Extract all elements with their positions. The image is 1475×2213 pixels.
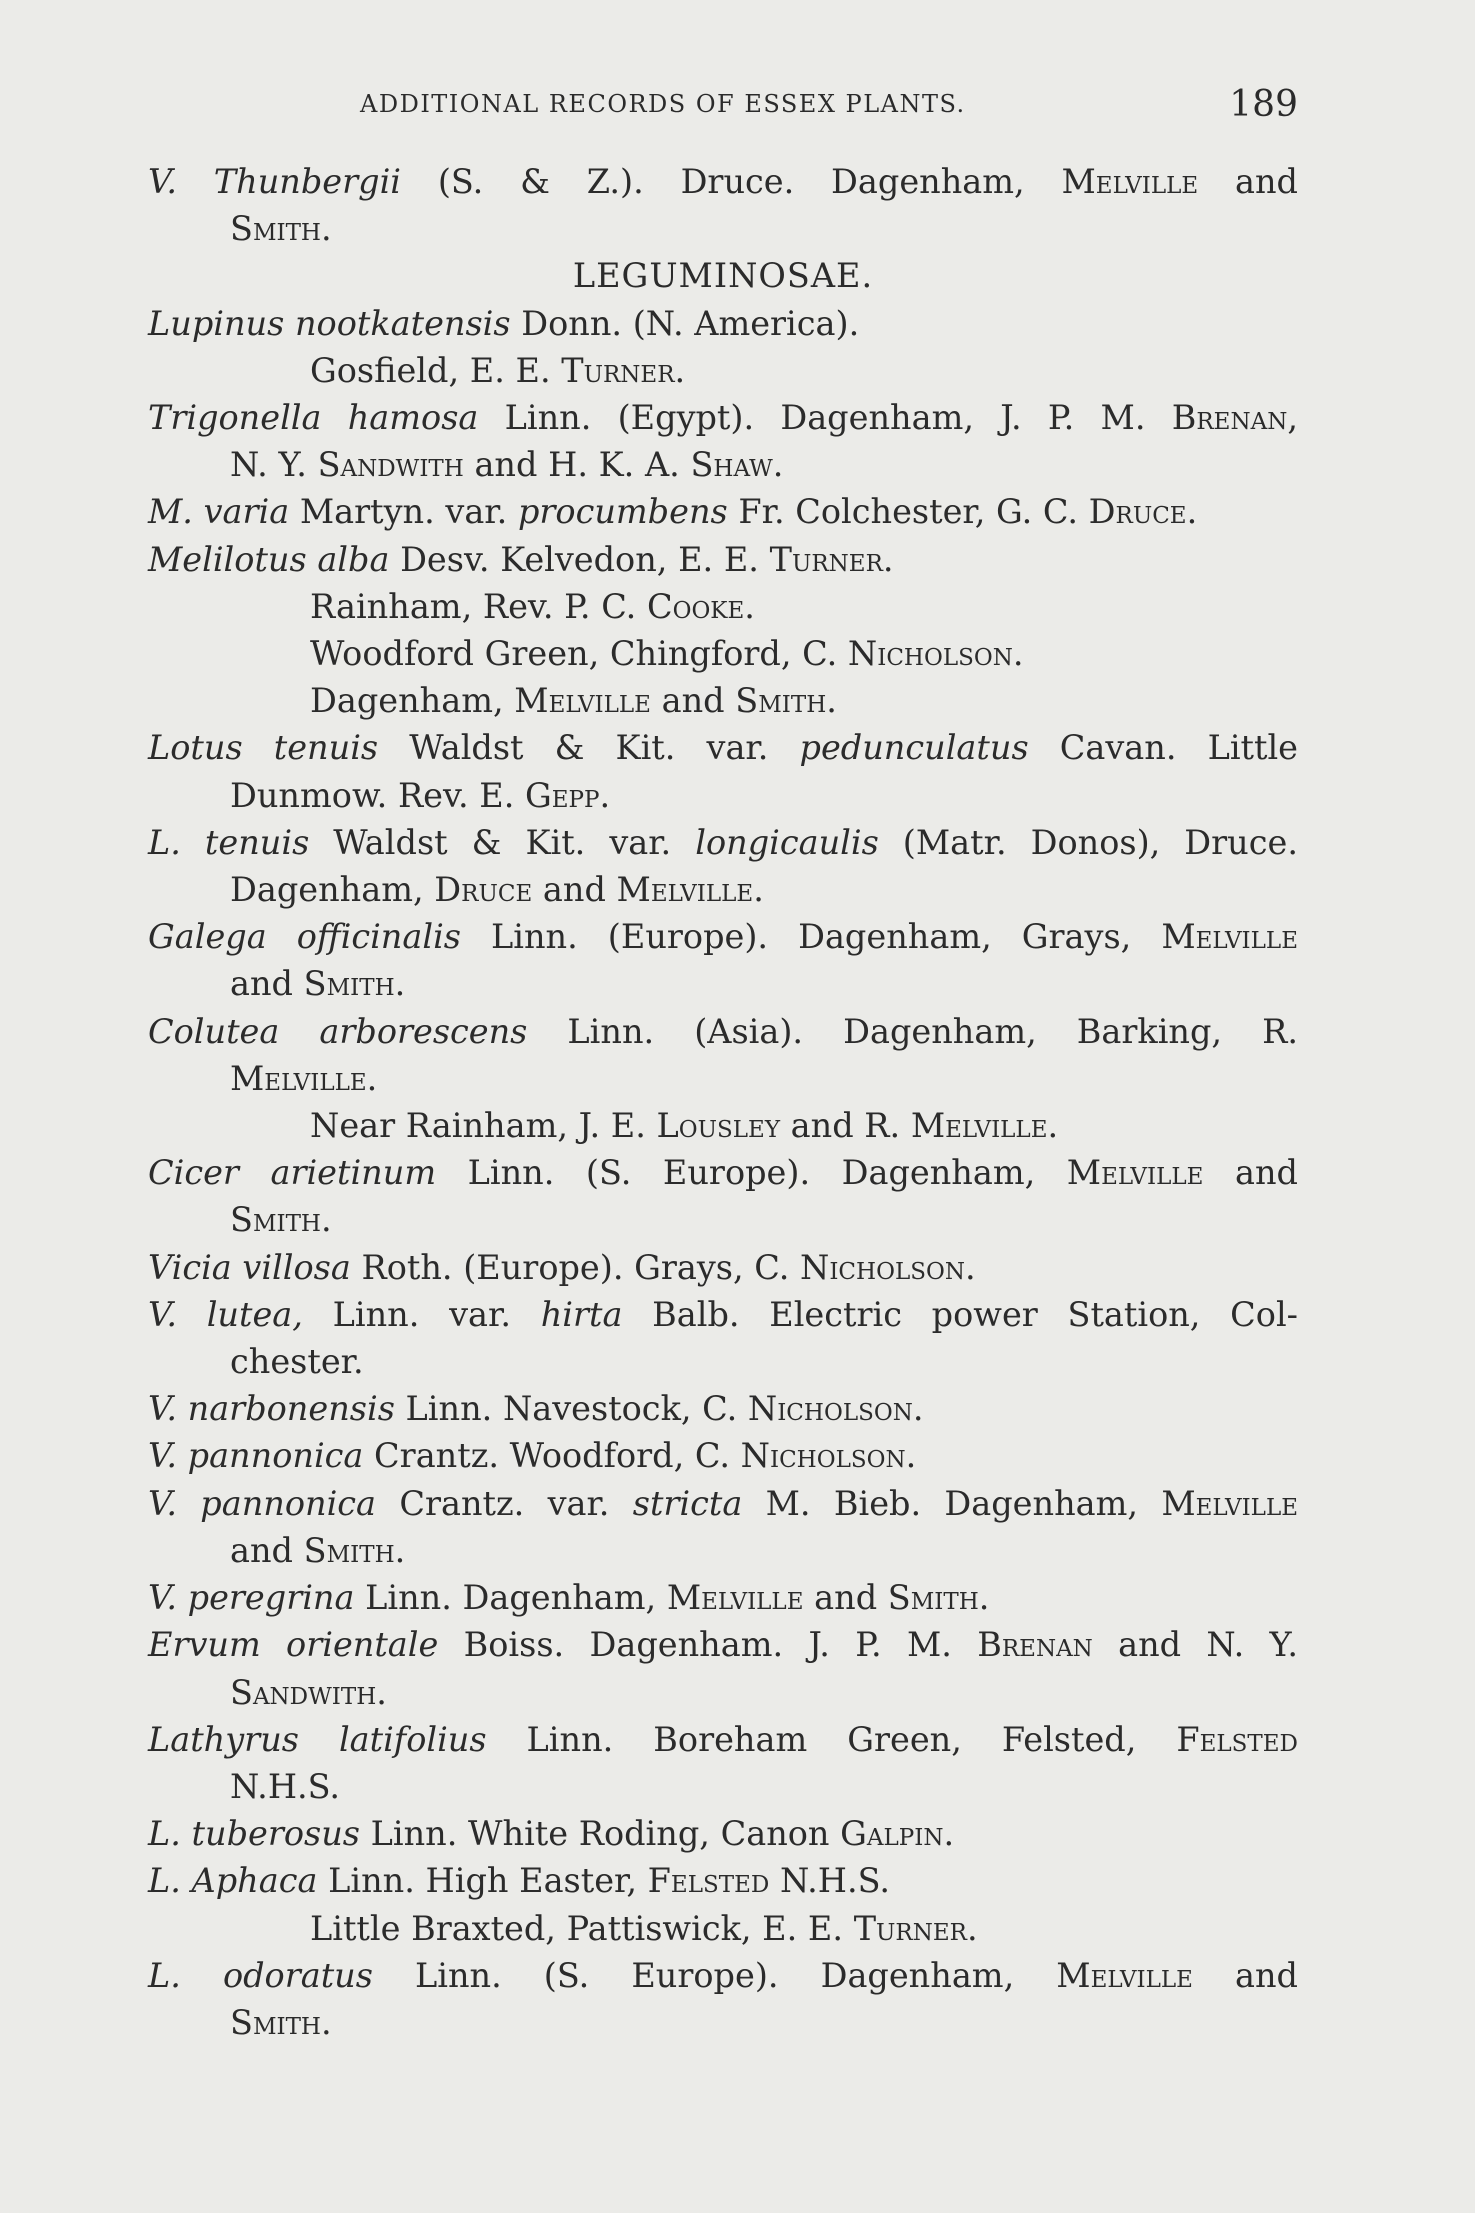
collector-name: Felsted [647, 1861, 770, 1901]
text-line [148, 536, 1298, 583]
record-text: and N. Y. [1092, 1625, 1299, 1665]
text-line [148, 1810, 1298, 1857]
text-line [148, 583, 1298, 630]
record-text: . [320, 209, 332, 249]
collector-name: Gepp [525, 775, 600, 815]
collector-name: Nicholson [747, 1389, 913, 1429]
record-text: and [230, 1530, 304, 1570]
collector-name: Smith [230, 2002, 321, 2042]
text-line [148, 819, 1298, 866]
family-heading [148, 252, 1298, 299]
record-text: Martyn. var. [289, 492, 518, 532]
record-text: Boiss. Dagenham. J. P. M. [438, 1625, 978, 1665]
taxon-name: Galega officinalis [148, 917, 461, 957]
text-line [148, 300, 1298, 347]
text-line [148, 1574, 1298, 1621]
text-line [148, 1621, 1298, 1668]
collector-name: Turner [561, 350, 675, 390]
collector-name: Sandwith [317, 445, 464, 485]
collector-name: Smith [735, 681, 827, 721]
taxon-name: V. narbonensis [148, 1389, 395, 1429]
record-text: Roth. (Europe). Grays, C. [350, 1247, 801, 1287]
text-line [148, 1763, 1298, 1810]
text-line [148, 724, 1298, 771]
collector-name: Melville [230, 1058, 367, 1098]
taxon-name: stricta [632, 1483, 743, 1523]
record-text: Linn. Navestock, C. [394, 1389, 748, 1429]
record-text: . [744, 586, 755, 626]
record-text: and [1203, 1153, 1298, 1193]
taxon-name: V. pannonica [148, 1436, 364, 1476]
record-text: Balb. Electric power Station, Col- [622, 1294, 1299, 1334]
collector-name: Shaw [690, 445, 773, 485]
collector-name: Melville [514, 681, 651, 721]
taxon-name: L. odoratus [148, 1955, 373, 1995]
record-text: Linn. (Egypt). Dagenham, J. P. M. [478, 398, 1172, 438]
collector-name: Melville [1161, 917, 1298, 957]
text-line [148, 1149, 1298, 1196]
record-text: Linn. High Easter, [317, 1861, 648, 1901]
collector-name: Nicholson [847, 634, 1013, 674]
taxon-name: Trigonella hamosa [148, 398, 479, 438]
record-text: . [943, 1814, 955, 1854]
text-line [148, 394, 1298, 441]
record-text: and [532, 870, 617, 910]
record-text: (S. & Z.). Druce. Dagenham, [401, 162, 1062, 201]
record-text: . [772, 445, 784, 485]
text-line [148, 1905, 1298, 1952]
text-line [148, 913, 1298, 960]
text-line [148, 1338, 1298, 1385]
collector-name: Melville [616, 870, 754, 910]
page-number: 189 [1229, 84, 1298, 125]
record-text: . [905, 1436, 917, 1476]
record-text: Dunmow. Rev. E. [230, 775, 525, 815]
record-text: Dagenham, [310, 681, 515, 721]
record-text: Near Rainham, J. E. [310, 1106, 657, 1146]
text-line [148, 1102, 1298, 1149]
text-line [148, 677, 1298, 724]
running-title: ADDITIONAL RECORDS OF ESSEX PLANTS. [360, 90, 966, 118]
record-text: Linn. Boreham Green, Felsted, [486, 1719, 1177, 1759]
collector-name: Turner [853, 1908, 967, 1948]
record-text: Rainham, Rev. P. C. [310, 586, 647, 626]
record-text: . [320, 2002, 332, 2042]
record-text: . [674, 350, 686, 390]
record-text: Linn. Dagenham, [354, 1578, 667, 1618]
record-text: N. Y. [230, 445, 318, 485]
collector-name: Melville [910, 1106, 1048, 1146]
record-text: . [599, 775, 611, 815]
record-text: . [826, 681, 837, 721]
taxon-name: Ervum orientale [148, 1625, 439, 1665]
record-text: . [753, 870, 764, 910]
taxon-name: V. peregrina [148, 1578, 355, 1618]
running-head [148, 84, 1298, 128]
taxon-name: L. tenuis [148, 822, 310, 862]
collector-name: Smith [230, 1200, 321, 1240]
record-text: Linn. var. [302, 1294, 541, 1334]
record-text: (Matr. Donos), Druce. [878, 822, 1298, 862]
text-line [148, 1432, 1298, 1479]
collector-name: Brenan [977, 1625, 1093, 1665]
record-text: Gosfield, E. E. [310, 350, 562, 390]
taxon-name: V. Thunbergii [148, 162, 402, 201]
record-text: Little Braxted, Pattiswick, E. E. [310, 1908, 854, 1948]
record-text: and [1198, 162, 1298, 201]
text-line [148, 1527, 1298, 1574]
record-text: Waldst & Kit. var. [378, 728, 800, 768]
taxon-name: V. pannonica [148, 1483, 377, 1523]
record-text: . [1012, 634, 1024, 674]
taxon-name: Vicia villosa [148, 1247, 351, 1287]
text-line [148, 205, 1298, 252]
record-text: Crantz. Woodford, C. [363, 1436, 741, 1476]
record-text: Crantz. var. [376, 1483, 633, 1523]
record-text: Cavan. Little [1028, 728, 1299, 768]
record-text: and [1192, 1955, 1298, 1995]
taxon-name: L. tuberosus [148, 1814, 360, 1854]
text-line [148, 158, 1298, 205]
collector-name: Turner [769, 539, 883, 579]
taxon-name: M. varia [148, 492, 290, 532]
record-text: . [966, 1908, 978, 1948]
record-text: Woodford Green, Chingford, C. [310, 634, 848, 674]
collector-name: Smith [303, 1530, 395, 1570]
record-text: . [320, 1200, 332, 1240]
text-line [148, 1196, 1298, 1243]
collector-name: Nicholson [740, 1436, 906, 1476]
taxon-name: pedunculatus [799, 728, 1029, 768]
record-text: Donn. (N. America). [510, 303, 860, 343]
record-text: and [803, 1578, 888, 1618]
record-text: . [1047, 1106, 1059, 1146]
collector-name: Cooke [646, 586, 745, 626]
record-text: and H. K. A. [463, 445, 691, 485]
taxon-name: procumbens [517, 492, 728, 532]
record-text: . [912, 1389, 924, 1429]
collector-name: Lousley [656, 1106, 781, 1146]
text-line [148, 488, 1298, 535]
collector-name: Smith [230, 209, 321, 249]
record-text: . [1186, 492, 1198, 532]
text-line [148, 347, 1298, 394]
text-line [148, 1008, 1298, 1055]
record-text: Desv. Kelvedon, E. E. [389, 539, 770, 579]
record-text: N.H.S. [769, 1861, 891, 1901]
taxon-name: Lotus tenuis [148, 728, 379, 768]
taxon-name: Lathyrus latifolius [148, 1719, 487, 1759]
record-text: Dagenham, [230, 870, 435, 910]
collector-name: Melville [1161, 1483, 1299, 1523]
taxon-name: Melilotus alba [148, 539, 390, 579]
record-text: Linn. (Europe). Dagenham, Grays, [460, 917, 1162, 957]
taxon-name: longicaulis [695, 822, 879, 862]
collector-name: Smith [887, 1578, 979, 1618]
record-text: . [394, 964, 406, 1004]
record-text: Linn. (S. Europe). Dagenham, [372, 1955, 1057, 1995]
collector-name: Felsted [1176, 1719, 1298, 1759]
record-text: and R. [780, 1106, 911, 1146]
text-line [148, 630, 1298, 677]
collector-name: Druce [1088, 492, 1187, 532]
record-text: . [964, 1247, 976, 1287]
collector-name: Brenan [1171, 398, 1288, 438]
taxon-name: L. Aphaca [148, 1861, 318, 1901]
text-line [148, 960, 1298, 1007]
taxon-name: Cicer arietinum [148, 1153, 437, 1193]
record-text: Fr. Colchester, G. C. [727, 492, 1089, 532]
record-text: chester. [230, 1342, 364, 1382]
taxon-name: hirta [540, 1294, 623, 1334]
collector-name: Galpin [840, 1814, 944, 1854]
record-text: . [376, 1672, 387, 1712]
record-text: LEGUMINOSAE. [572, 256, 874, 296]
collector-name: Melville [1066, 1153, 1204, 1193]
collector-name: Sandwith [230, 1672, 377, 1712]
collector-name: Nicholson [800, 1247, 965, 1287]
record-text: Linn. (Asia). Dagenham, Barking, R. [527, 1011, 1298, 1051]
collector-name: Druce [434, 870, 533, 910]
record-text: N.H.S. [230, 1766, 341, 1806]
text-line [148, 1244, 1298, 1291]
record-text: Linn. White Roding, Canon [360, 1814, 841, 1854]
text-line [148, 1669, 1298, 1716]
collector-name: Melville [1056, 1955, 1193, 1995]
taxon-name: V. lutea, [148, 1294, 303, 1334]
record-text: . [366, 1058, 378, 1098]
record-text: . [394, 1530, 406, 1570]
text-line [148, 1385, 1298, 1432]
record-text: Waldst & Kit. var. [309, 822, 696, 862]
record-text: . [978, 1578, 990, 1618]
collector-name: Melville [666, 1578, 804, 1618]
species-list [148, 158, 1298, 2046]
text-line [148, 1480, 1298, 1527]
text-line [148, 1857, 1298, 1904]
record-text: , [1287, 398, 1298, 438]
collector-name: Melville [1061, 162, 1199, 201]
text-line [148, 1055, 1298, 1102]
text-line [148, 866, 1298, 913]
record-text: Linn. (S. Europe). Dagenham, [436, 1153, 1067, 1193]
taxon-name: Lupinus nootkatensis [148, 303, 511, 343]
record-text: . [882, 539, 894, 579]
text-line [148, 1716, 1298, 1763]
taxon-name: Colutea arborescens [148, 1011, 528, 1051]
text-line [148, 1952, 1298, 1999]
text-line [148, 1291, 1298, 1338]
record-text: M. Bieb. Dagenham, [742, 1483, 1162, 1523]
text-line [148, 1999, 1298, 2046]
text-line [148, 441, 1298, 488]
record-text: and [230, 964, 304, 1004]
text-line [148, 772, 1298, 819]
collector-name: Smith [303, 964, 395, 1004]
record-text: and [650, 681, 736, 721]
